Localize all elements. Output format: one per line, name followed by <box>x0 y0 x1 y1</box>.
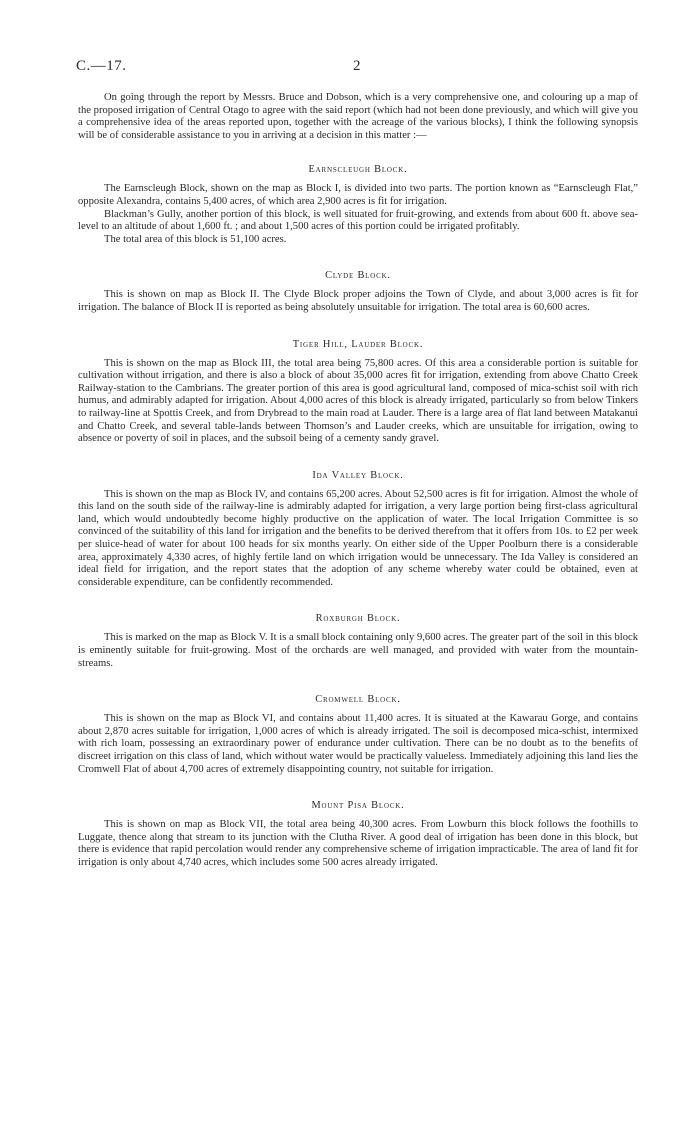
paragraph: The Earnscleugh Block, shown on the map as Block I, is divided into two parts. The portion known as “Earnscleugh Flat,” opposite Alexandra, contains 5,400 acres, of which area 2,900 acres is fit for irrigation. <box>78 183 638 207</box>
paragraph: This is shown on the map as Block III, the total area being 75,800 acres. Of this area a considerable portion is suitable for cultivation without irrigation, and there is also a block of about 35,000 acres fit for irrigation, extending from above Chatto Creek Railway-station to the Cambrians. The greater portion of this area is good agricultural land, composed of mica-schist soil with rich humus, and admirably adapted for irrigation. About 4,000 acres of this block is already irrigated, particularly so from below Tinkers to railway-line at Spottis Creek, and from Drybread to the main road at Lauder. There is a large area of flat land between Matakanui and Chatto Creek, and several table-lands between Thomson’s and Lauder creeks, which are unsuitable for irrigation, owing to absence or poverty of soil in places, and the subsoil being of a cementy sandy gravel. <box>78 357 638 445</box>
page-number: 2 <box>353 58 361 74</box>
document-page <box>78 58 638 870</box>
paragraph: This is shown on the map as Block IV, and contains 65,200 acres. About 52,500 acres is fit for irrigation. Almost the whole of this land on the south side of the railway-line is admirably adapted for irrigation, a very large portion being first-class agricultural land, which would undoubtedly become highly productive on the application of water. The local Irrigation Committee is so convinced of the suitability of this land for irrigation and the benefits to be derived therefrom that it offers from 10s. to £2 per week per sluice-head of water for about 100 heads for six months yearly. On either side of the Upper Poolburn there is a considerable area, approximately 4,330 acres, of highly fertile land on which irrigation would be unnecessary. The Ida Valley is considered an ideal field for irrigation, and the report states that the adoption of any scheme whereby water could be obtained, even at considerable expenditure, can be confidently recommended. <box>78 488 638 588</box>
paragraph: Blackman’s Gully, another portion of this block, is well situated for fruit-growing, and extends from about 600 ft. above sea-level to an altitude of about 1,600 ft. ; and about 1,500 acres of this portion could be irrigated profitably. <box>78 208 638 233</box>
section-heading-clyde: Clyde Block. <box>325 270 391 282</box>
section-heading-ida-valley: Ida Valley Block. <box>312 469 404 481</box>
paragraph: This is marked on the map as Block V. It is a small block containing only 9,600 acres. The greater part of the soil in this block is eminently suitable for fruit-growing. Most of the orchards are well managed, and provided with water from the mountain-streams. <box>78 632 638 669</box>
paragraph: This is shown on map as Block VII, the total area being 40,300 acres. From Lowburn this block follows the foothills to Luggate, thence along that stream to its junction with the Clutha River. A good deal of irrigation has been done in this block, but there is evidence that rapid percolation would render any comprehensive scheme of irrigation impracticable. The area of land fit for irrigation is only about 4,740 acres, which includes some 500 acres already irrigated. <box>78 819 638 868</box>
document-reference: C.—17. <box>76 58 127 74</box>
section-heading-roxburgh: Roxburgh Block. <box>315 613 401 625</box>
page-header <box>78 58 638 82</box>
section-heading-cromwell: Cromwell Block. <box>315 694 401 706</box>
section-heading-tiger-hill-lauder: Tiger Hill, Lauder Block. <box>292 338 424 350</box>
section-heading-earnscleugh: Earnscleugh Block. <box>308 164 408 176</box>
paragraph: This is shown on the map as Block VI, and contains about 11,400 acres. It is situated at the Kawarau Gorge, and contains about 2,870 acres suitable for irrigation, 1,000 acres of which is already irrigated. The soil is decomposed mica-schist, intermixed with rich loam, possessing an extraordinary power of endurance under cultivation. There can be no doubt as to the benefits of discreet irrigation on this class of land, which without water would be practically valueless. Immediately adjoining this land lies the Cromwell Flat of about 4,700 acres of extremely disappointing country, not suitable for irrigation. <box>78 713 638 775</box>
section-heading-mount-pisa: Mount Pisa Block. <box>311 800 405 812</box>
intro-paragraph: On going through the report by Messrs. Bruce and Dobson, which is a very comprehensive one, and colouring up a map of the proposed irrigation of Central Otago to agree with the said report (which had not been done previously, and which will give you a comprehensive idea of the areas reported upon, together with the acreage of the various blocks), I think the following synopsis will be of considerable assistance to you in arriving at a decision in this matter :— <box>78 92 638 141</box>
paragraph: The total area of this block is 51,100 acres. <box>104 233 287 245</box>
paragraph: This is shown on map as Block II. The Clyde Block proper adjoins the Town of Clyde, and about 3,000 acres is fit for irrigation. The balance of Block II is reported as being absolutely unsuitable for irrigation. The total area is 60,600 acres. <box>78 289 638 313</box>
